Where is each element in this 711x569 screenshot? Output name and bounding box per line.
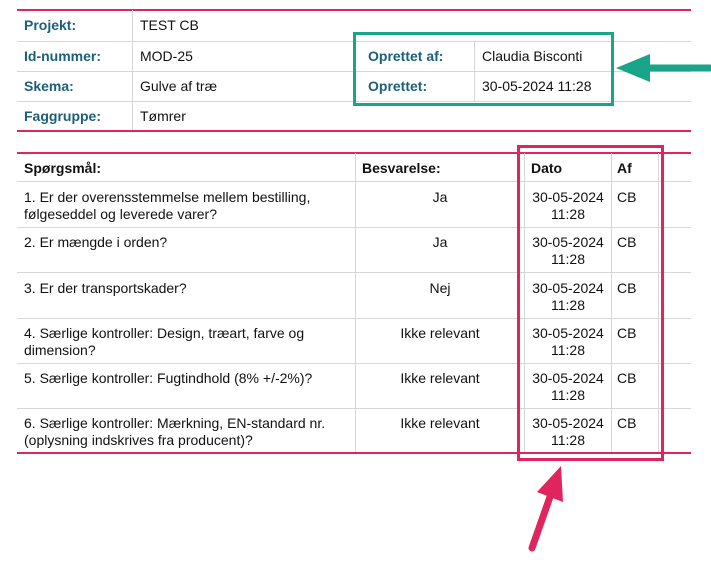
projekt-value: TEST CB (140, 17, 199, 33)
answer-text: Ikke relevant (400, 325, 480, 341)
by-text: CB (617, 234, 637, 250)
question-text: 6. Særlige kontroller: Mærkning, EN-standard nr. (oplysning indskrives fra producent)? (24, 415, 326, 448)
question-text: 1. Er der overensstemmelse mellem bestilling, følgeseddel og leverede varer? (24, 189, 311, 222)
oprettet-label: Oprettet: (368, 78, 428, 94)
question-text: 5. Særlige kontroller: Fugtindhold (8% +/-2%)? (24, 370, 313, 386)
oprettet-af-label: Oprettet af: (368, 48, 444, 64)
id-label: Id-nummer: (24, 48, 101, 64)
by-text: CB (617, 370, 637, 386)
col-header-answer: Besvarelse: (362, 160, 441, 176)
projekt-label: Projekt: (24, 17, 77, 33)
info-top-rule (17, 9, 691, 11)
question-text: 2. Er mængde i orden? (24, 234, 168, 250)
info-bottom-rule (17, 130, 691, 132)
col-header-by: Af (617, 160, 632, 176)
by-text: CB (617, 280, 637, 296)
date-text: 30-05-2024 (532, 234, 604, 250)
date-text: 30-05-2024 (532, 370, 604, 386)
answer-text: Ja (432, 234, 448, 250)
date-text: 30-05-2024 (532, 415, 604, 431)
by-text: CB (617, 189, 637, 205)
info-row-divider (17, 101, 359, 102)
answer-text: Ikke relevant (400, 370, 480, 386)
col-header-date: Dato (531, 160, 563, 176)
date-column-highlight (517, 145, 664, 461)
answer-text: Ja (432, 189, 448, 205)
info-col-divider (132, 10, 133, 130)
date-text: 30-05-2024 (532, 280, 604, 296)
skema-label: Skema: (24, 78, 74, 94)
faggruppe-value: Tømrer (140, 108, 186, 124)
time-text: 11:28 (551, 206, 585, 222)
created-info-highlight (353, 32, 614, 106)
time-text: 11:28 (551, 342, 585, 358)
info-row-divider (17, 71, 359, 72)
time-text: 11:28 (551, 251, 585, 267)
pink-arrow-icon (515, 460, 575, 560)
answer-text: Nej (429, 280, 451, 296)
faggruppe-label: Faggruppe: (24, 108, 101, 124)
question-text: 4. Særlige kontroller: Design, træart, farve og dimension? (24, 325, 305, 358)
date-text: 30-05-2024 (532, 189, 604, 205)
by-text: CB (617, 415, 637, 431)
question-text: 3. Er der transportskader? (24, 280, 187, 296)
info-row-divider (17, 41, 359, 42)
col-header-question: Spørgsmål: (24, 160, 102, 176)
date-text: 30-05-2024 (532, 325, 604, 341)
time-text: 11:28 (551, 297, 585, 313)
time-text: 11:28 (551, 432, 585, 448)
oprettet-value: 30-05-2024 11:28 (482, 78, 592, 94)
time-text: 11:28 (551, 387, 585, 403)
id-value: MOD-25 (140, 48, 193, 64)
answer-text: Ikke relevant (400, 415, 480, 431)
green-arrow-icon (612, 48, 711, 88)
oprettet-af-value: Claudia Bisconti (482, 48, 583, 64)
skema-value: Gulve af træ (140, 78, 218, 94)
by-text: CB (617, 325, 637, 341)
